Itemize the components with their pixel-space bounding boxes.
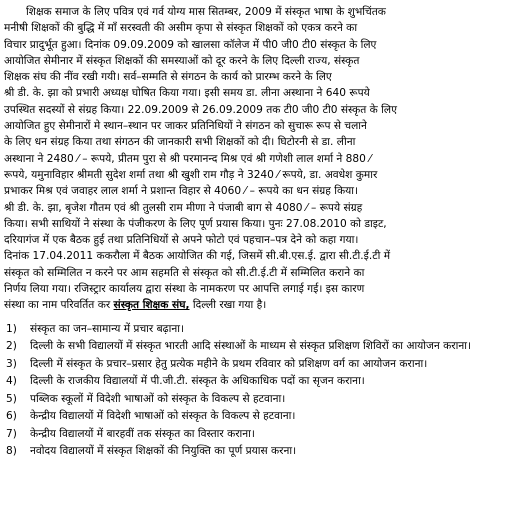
list-item-text: केन्द्रीय विद्यालयों में विदेशी भाषाओं को संस्कृत के विकल्प से हटवाना। (30, 410, 296, 423)
list-item (4, 427, 523, 443)
list-item-number: 4) (6, 375, 17, 388)
paragraph-line: शिक्षक समाज के लिए पवित्र एवं गर्व योग्य मास सितम्बर, 2009 में संस्कृत भाषा के शुभचिंतक (26, 6, 386, 18)
list-item-number: 1) (6, 322, 17, 335)
last-line-prefix: संस्था का नाम परिवर्तित कर (4, 299, 114, 312)
list-item (4, 322, 523, 338)
paragraph-line: रूपये, यमुनाविहार श्रीमती सुदेश शर्मा तथा श्री खुशी राम गौड़ ने 3240 ⁄ रूपये, डा. अवधेश कुमार (4, 168, 378, 181)
list-item (4, 339, 523, 355)
paragraph-line: प्रभाकर मिश्र एवं जवाहर लाल शर्मा ने प्रशान्त विहार से 4060 ⁄ – रूपये का धन संग्रह किया। (4, 185, 358, 198)
paragraph-line: के लिए धन संग्रह किया तथा संगठन की जानकारी सभी शिक्षकों को दी। घिटोरनी से डा. लीना (4, 136, 356, 149)
paragraph-line: आयोजित हुए सेमीनारों मे स्थान–स्थान पर जाकर प्रतिनिधियों ने संगठन को सुचारू रूप से चलाने (4, 120, 367, 133)
paragraph-line: उपस्थित सदस्यों से संग्रह किया। 22.09.2009 से 26.09.2009 तक टी0 जी0 टी0 संस्कृत के लिए (4, 103, 397, 116)
paragraph-line: किया। सभी साथियों ने संस्था के पंजीकरण के लिए पूर्ण प्रयास किया। पुनः 27.08.2010 को डाइट, (4, 217, 387, 230)
paragraph-line: संस्कृत को सम्मिलित न करने पर आम सहमति से संस्कृत को सी.टी.ई.टी में सम्मिलित कराने का (4, 266, 365, 279)
paragraph-last-line (4, 297, 523, 313)
paragraph-line: दिनांक 17.04.2011 ककरौला में बैठक आयोजित की गई, जिसमें सी.बी.एस.ई. द्वारा सी.टी.ई.टी में (4, 250, 391, 263)
paragraph-line: अस्थाना ने 2480 ⁄ – रूपये, प्रीतम पुरा से श्री परमानन्द मिश्र एवं श्री गणेशी लाल शर्मा ने 880 ⁄ (4, 152, 372, 165)
list-item (4, 374, 523, 390)
list-item (4, 357, 523, 373)
list-item (4, 409, 523, 425)
paragraph-line: निर्णय लिया गया। रजिस्ट्रार कार्यालय द्वारा संस्था के नामकरण पर आपत्ति लगाई गई। इस कारण (4, 283, 365, 296)
list-item-number: 2) (6, 340, 17, 353)
paragraph-line: मनीषी शिक्षकों की बुद्धि में माँ सरस्वती की असीम कृपा से संस्कृत शिक्षकों को एकत्र करने का (4, 22, 358, 35)
list-item-text: संस्कृत का जन–सामान्य में प्रचार बढ़ाना। (30, 322, 185, 335)
intro-paragraph (4, 4, 523, 314)
list-item-number: 7) (6, 427, 17, 440)
list-item (4, 392, 523, 408)
list-item-text: दिल्ली के सभी विद्यालयों में संस्कृत भारती आदि संस्थाओं के माध्यम से संस्कृत प्रशिक्षण शिविरों का आयोजन कराना। (30, 340, 472, 353)
list-item-text: दिल्ली के राजकीय विद्यालयों में पी.जी.टी. संस्कृत के अधिकाधिक पदों का सृजन कराना। (30, 375, 365, 388)
organization-name: संस्कृत शिक्षक संघ, (113, 299, 190, 312)
goals-list (4, 322, 523, 460)
paragraph-line: शिक्षक संघ की नींव रखी गयी। सर्व–सम्मति से संगठन के कार्य को प्रारम्भ करने के लिए (4, 71, 332, 84)
paragraph-line: आयोजित सेमीनार में संस्कृत शिक्षकों की समस्याओं को दूर करने के लिए दिल्ली राज्य, संस्कृत (4, 54, 360, 67)
list-item-text: केन्द्रीय विद्यालयों में बारहवीं तक संस्कृत का विस्तार कराना। (30, 427, 255, 440)
list-item-text: नवोदय विद्यालयों में संस्कृत शिक्षकों की नियुक्ति का पूर्ण प्रयास करना। (30, 445, 297, 458)
list-item-number: 8) (6, 445, 17, 458)
list-item-number: 3) (6, 357, 17, 370)
paragraph-line: श्री डी. के. झा, बृजेश गौतम एवं श्री तुलसी राम मीणा ने पंजाबी बाग से 4080 ⁄ – रूपये संग्रह (4, 201, 363, 214)
list-item (4, 444, 523, 460)
last-line-suffix: दिल्ली रखा गया है। (189, 299, 267, 312)
list-item-text: पब्लिक स्कूलों में विदेशी भाषाओं को संस्कृत के विकल्प से हटवाना। (30, 392, 286, 405)
paragraph-line: दरियागंज में एक बैठक हुई तथा प्रतिनिधियों से अपने फोटो एवं पहचान–पत्र देने को कहा गया। (4, 234, 359, 247)
list-item-text: दिल्ली में संस्कृत के प्रचार–प्रसार हेतु प्रत्येक महीने के प्रथम रविवार को प्रशिक्षण वर्ग का आयोजन कराना। (30, 357, 428, 370)
paragraph-line: श्री डी. के. झा को प्रभारी अध्यक्ष घोषित किया गया। इसी समय डा. लीना अस्थाना ने 640 रूपये (4, 87, 370, 100)
paragraph-line: विचार प्रादुर्भूत हुआ। दिनांक 09.09.2009 को खालसा कॉलेज में पी0 जी0 टी0 संस्कृत के लिए (4, 38, 377, 51)
list-item-number: 5) (6, 392, 17, 405)
list-item-number: 6) (6, 410, 17, 423)
